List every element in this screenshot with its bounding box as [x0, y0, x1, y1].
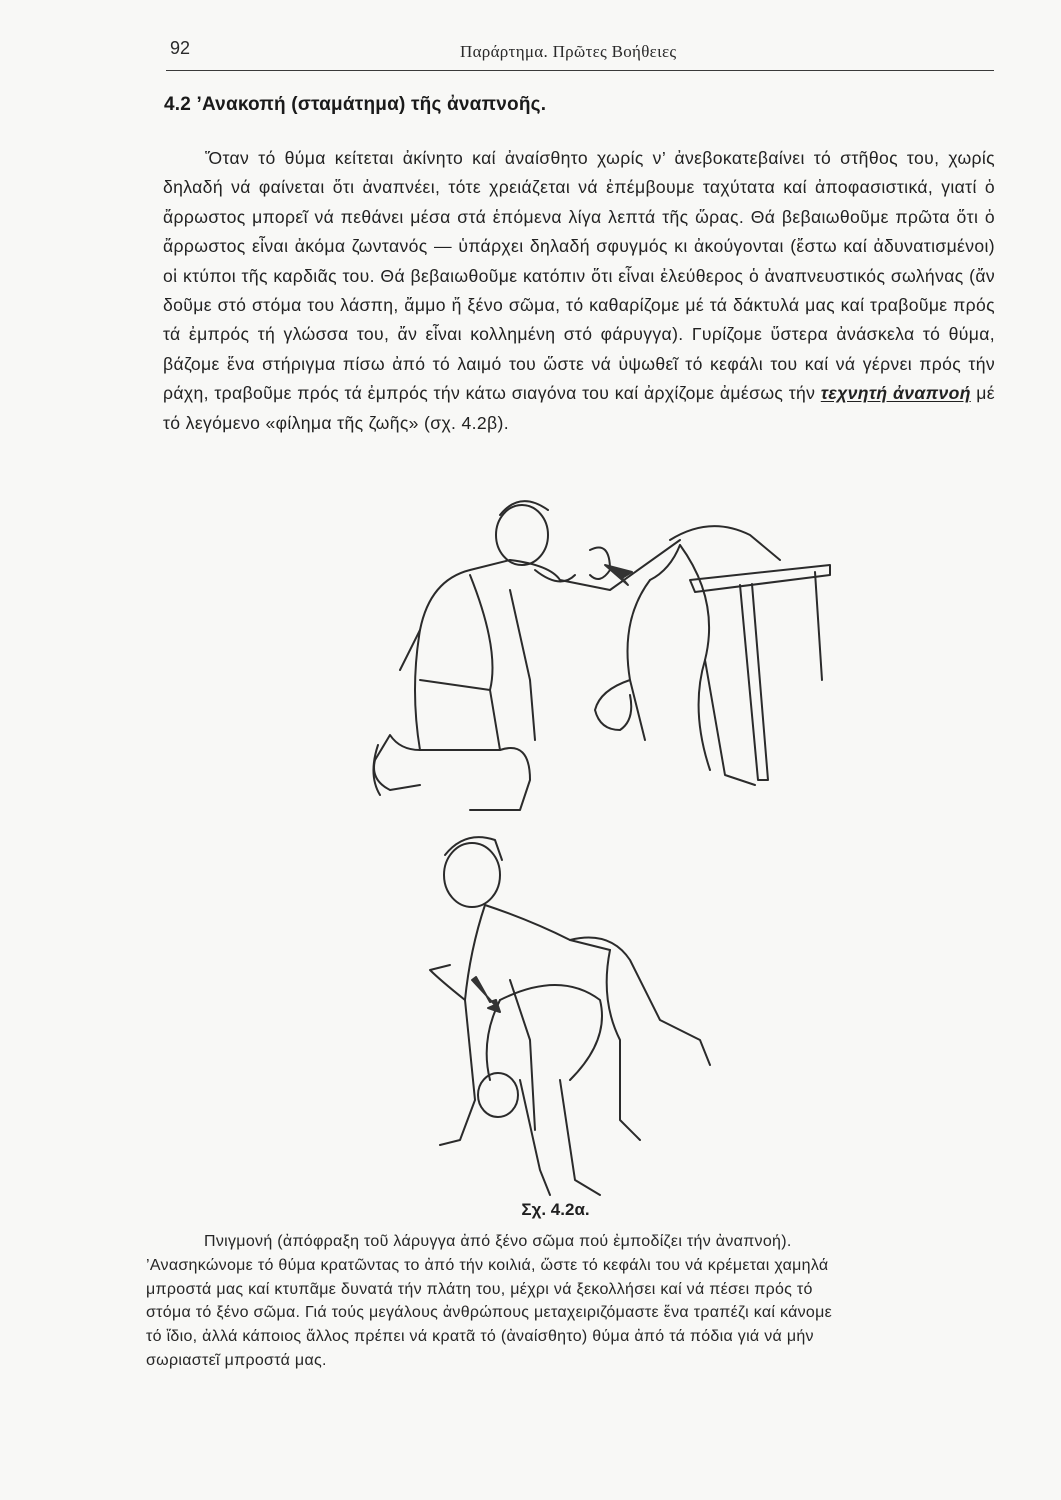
body-text-after: μέ τό λεγόμενο «φίλημα τῆς ζωῆς» (σχ. 4.2β). [163, 383, 995, 433]
figure-caption [146, 1230, 996, 1373]
table-drawing [690, 565, 830, 780]
section-heading: 4.2 ’Ανακοπή (σταμάτημα) τῆς ἀναπνοῆς. [164, 94, 547, 115]
caption-line: σωριαστεῖ μπροστά μας. [146, 1351, 327, 1369]
caption-line: ’Ανασηκώνομε τό θύμα κρατῶντας το ἀπό τήν κοιλιά, ὥστε τό κεφάλι του νά κρέμεται χαμηλά [146, 1256, 829, 1274]
first-aid-illustration [360, 480, 840, 1200]
page-number: 92 [170, 38, 191, 58]
running-header: Παράρτημα. Πρῶτες Βοήθειες [460, 42, 677, 61]
body-paragraph [163, 144, 995, 438]
caption-line: τό ἴδιο, ἀλλά κάποιος ἄλλος πρέπει νά κρατᾶ τό (ἀναίσθητο) θύμα ἀπό τά πόδια γιά νά μήν [146, 1328, 814, 1346]
body-text-before: Ὅταν τό θύμα κείτεται ἀκίνητο καί ἀναίσθητο χωρίς ν’ ἀνεβοκατεβαίνει τό στῆθος του, χωρίς δηλαδή νά φαίνεται ὅτι ἀναπνέει, τότε χρειάζεται νά ἐπέμβουμε ταχύτατα καί ἀποφασιστικά, γιατί ὁ ἄρρωστος μπορεῖ νά πεθάνει μέσα στά ἑπόμενα λίγα λεπτά τῆς ὥρας. Θά βεβαιωθοῦμε πρῶτα ὅτι ὁ ἄρρωστος εἶναι ἀκόμα ζωντανός — ὑπάρχει δηλαδή σφυγμός κι ἀκούγονται (ἔστω καί ἀδυνατισμένοι) οἱ κτύποι τῆς καρδιᾶς του. Θά βεβαιωθοῦμε κατόπιν ὅτι εἶναι ἐλεύθερος ὁ ἀναπνευστικός σωλήνας (ἄν δοῦμε στό στόμα του λάσπη, ἄμμο ἤ ξένο σῶμα, τό καθαρίζομε μέ τά δάκτυλά μας καί τραβοῦμε πρός τά ἐμπρός τή γλώσσα του, ἄν εἶναι κολλημένη στό φάρυγγα). Γυρίζομε ὕστερα ἀνάσκελα τό θύμα, βάζομε ἕνα στήριγμα πίσω ἀπό τό λαιμό του ὥστε νά ὑψωθεῖ τό κεφάλι του καί νά γέρνει πρός τήν ράχη, τραβοῦμε πρός τά ἐμπρός τήν κάτω σιαγόνα του καί ἀρχίζομε ἀμέσως τήν [163, 148, 995, 404]
caption-line: Πνιγμονή (ἀπόφραξη τοῦ λάρυγγα ἀπό ξένο σῶμα πού ἐμποδίζει τήν ἀναπνοή). [204, 1233, 792, 1250]
victim-over-table-drawing [595, 526, 780, 785]
standing-rescuer-drawing [430, 837, 710, 1145]
direction-arrows [472, 565, 632, 1012]
caption-line: μπροστά μας καί κτυπᾶμε δυνατά τήν πλάτη του, μέχρι νά ξεκολλήσει καί νά πέσει πρός τό [146, 1280, 813, 1298]
header-rule [166, 70, 994, 71]
figure-label: Σχ. 4.2α. [521, 1200, 590, 1219]
caption-line: στόμα τό ξένο σῶμα. Γιά τούς μεγάλους ἀνθρώπους μεταχειριζόμαστε ἕνα τραπέζι καί κάνομε [146, 1304, 833, 1322]
kneeling-rescuer-drawing [373, 501, 680, 810]
child-held-drawing [478, 985, 602, 1195]
body-text-emphasis: τεχνητή ἀναπνοή [820, 383, 971, 404]
